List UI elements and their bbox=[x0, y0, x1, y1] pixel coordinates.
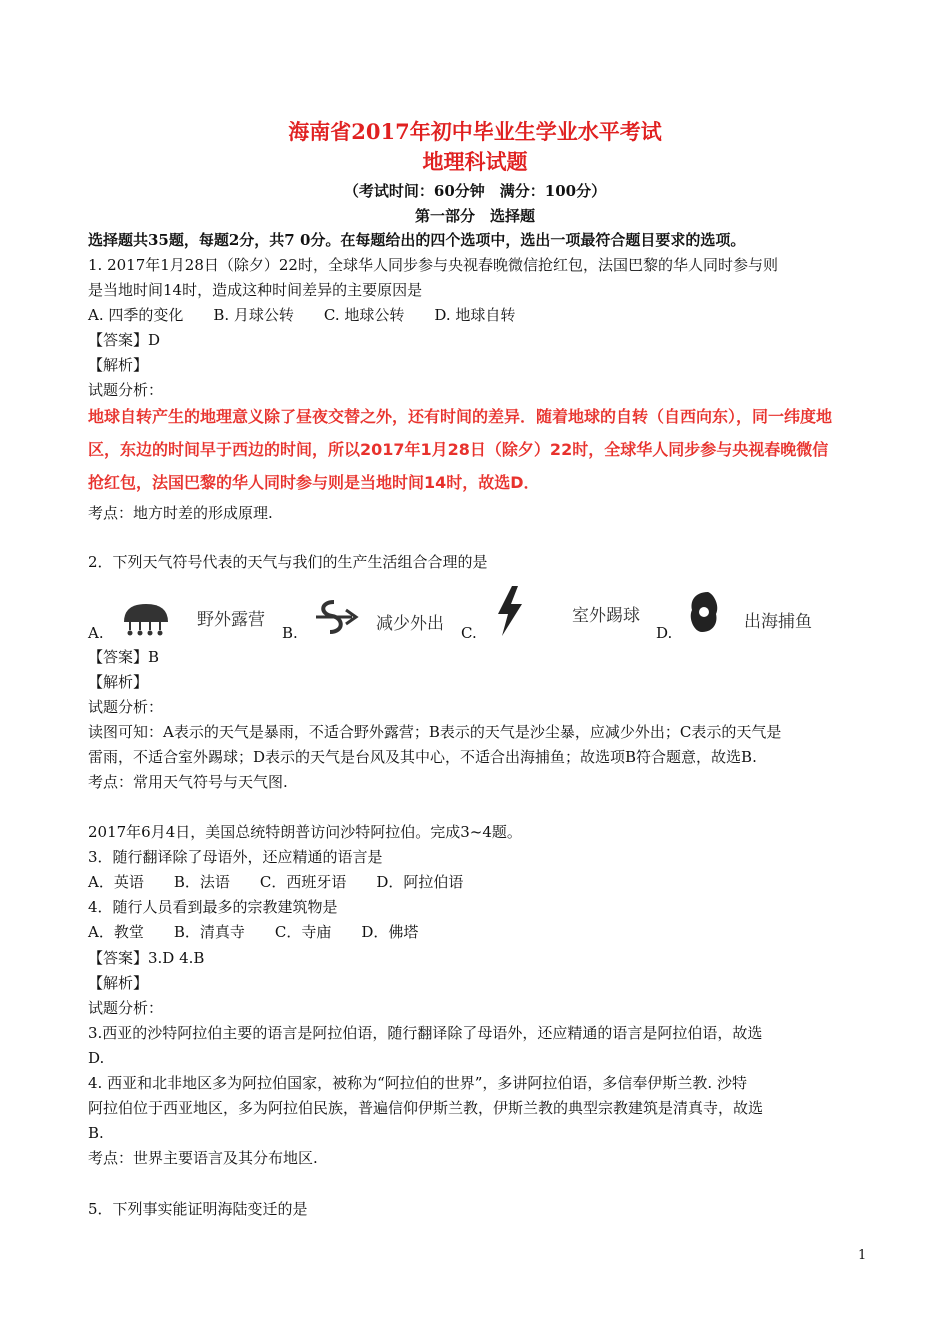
q34-analysis-label: 【解析】 bbox=[88, 974, 149, 992]
q5-stem: 5．下列事实能证明海陆变迁的是 bbox=[88, 1200, 308, 1218]
q1-stem-line2: 是当地时间14时，造成这种时间差异的主要原因是 bbox=[88, 281, 423, 299]
q1-analysis-label: 【解析】 bbox=[88, 356, 149, 374]
exam-subtitle: 地理科试题 bbox=[422, 149, 528, 174]
q3-options: A．英语 B．法语 C．西班牙语 D．阿拉伯语 bbox=[88, 873, 464, 891]
q1-stem-line1: 1. 2017年1月28日（除夕）22时，全球华人同步参与央视春晚微信抢红包，法国巴黎的华人同时参与则 bbox=[88, 256, 778, 274]
q2-point: 考点：常用天气符号与天气图. bbox=[88, 773, 288, 791]
thunderstorm-icon bbox=[492, 584, 528, 638]
q2-option-c-letter: C. bbox=[461, 624, 477, 642]
q2-answer: 【答案】B bbox=[88, 648, 160, 666]
q2-option-b-letter: B. bbox=[282, 624, 298, 642]
q3-explain-line1: 3.西亚的沙特阿拉伯主要的语言是阿拉伯语，随行翻译除了母语外，还应精通的语言是阿拉伯语，故选 bbox=[88, 1024, 763, 1042]
typhoon-icon bbox=[684, 588, 724, 636]
part-heading: 第一部分 选择题 bbox=[414, 207, 535, 225]
heavy-rain-icon bbox=[118, 596, 174, 638]
q34-answer: 【答案】3.D 4.B bbox=[88, 949, 205, 967]
q2-option-a-label: 野外露营 bbox=[197, 610, 265, 630]
q3-stem: 3．随行翻译除了母语外，还应精通的语言是 bbox=[88, 848, 383, 866]
q1-explain-line3: 抢红包，法国巴黎的华人同时参与则是当地时间14时，故选D． bbox=[88, 473, 540, 492]
q2-explain-line2: 雷雨，不适合室外踢球；D表示的天气是台风及其中心，不适合出海捕鱼；故选项B符合题意，故选B. bbox=[88, 748, 757, 766]
q2-stem: 2．下列天气符号代表的天气与我们的生产生活组合合理的是 bbox=[88, 553, 488, 571]
q2-option-c-label: 室外踢球 bbox=[572, 606, 640, 626]
q4-stem: 4．随行人员看到最多的宗教建筑物是 bbox=[88, 898, 338, 916]
q1-answer: 【答案】D bbox=[88, 331, 161, 349]
q4-explain-line1: 4. 西亚和北非地区多为阿拉伯国家，被称为“阿拉伯的世界”，多讲阿拉伯语，多信奉伊斯兰教. 沙特 bbox=[88, 1074, 747, 1092]
q1-point: 考点：地方时差的形成原理. bbox=[88, 504, 273, 522]
q2-option-d-letter: D. bbox=[656, 624, 673, 642]
q2-option-a-letter: A. bbox=[88, 624, 104, 642]
q4-options: A．教堂 B．清真寺 C．寺庙 D．佛塔 bbox=[88, 923, 419, 941]
q1-options: A. 四季的变化 B. 月球公转 C. 地球公转 D. 地球自转 bbox=[88, 306, 516, 324]
q4-explain-line2: 阿拉伯位于西亚地区，多为阿拉伯民族，普遍信仰伊斯兰教，伊斯兰教的典型宗教建筑是清真寺，故选 bbox=[88, 1099, 764, 1117]
q34-intro: 2017年6月4日，美国总统特朗普访问沙特阿拉伯。完成3~4题。 bbox=[88, 823, 522, 841]
q2-option-b-label: 减少外出 bbox=[376, 614, 444, 634]
sandstorm-icon bbox=[312, 596, 362, 638]
q2-analysis-label: 【解析】 bbox=[88, 673, 149, 691]
exam-title: 海南省2017年初中毕业生学业水平考试 bbox=[288, 119, 662, 144]
q1-analysis-intro: 试题分析： bbox=[88, 381, 164, 399]
q3-explain-line2: D. bbox=[88, 1049, 105, 1067]
q2-analysis-intro: 试题分析： bbox=[88, 698, 164, 716]
q34-analysis-intro: 试题分析： bbox=[88, 999, 164, 1017]
q2-explain-line1: 读图可知：A表示的天气是暴雨，不适合野外露营；B表示的天气是沙尘暴，应减少外出；C表示的天气是 bbox=[88, 723, 782, 741]
q1-explain-line1: 地球自转产生的地理意义除了昼夜交替之外，还有时间的差异．随着地球的自转（自西向东），同一纬度地 bbox=[88, 407, 833, 426]
q34-point: 考点：世界主要语言及其分布地区. bbox=[88, 1149, 318, 1167]
exam-info: （考试时间：60分钟 满分：100分） bbox=[343, 182, 607, 200]
q2-option-d-label: 出海捕鱼 bbox=[744, 612, 812, 632]
page-number: 1 bbox=[858, 1248, 867, 1263]
q4-explain-line3: B. bbox=[88, 1124, 104, 1142]
q1-explain-line2: 区，东边的时间早于西边的时间，所以2017年1月28日（除夕）22时，全球华人同步参与央视春晚微信 bbox=[88, 440, 829, 459]
instructions: 选择题共35题，每题2分，共7 0分。在每题给出的四个选项中，选出一项最符合题目要求的选项。 bbox=[88, 231, 746, 249]
